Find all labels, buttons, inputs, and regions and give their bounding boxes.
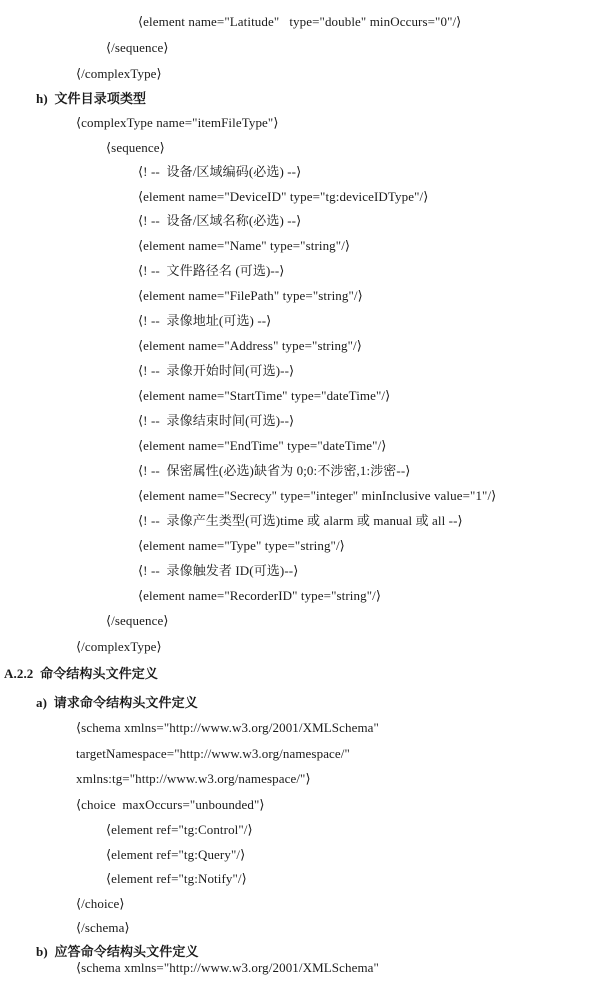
code-line: ⟨element name="Address" type="string"/⟩ [138, 338, 362, 353]
code-line: ⟨element name="Type" type="string"/⟩ [138, 538, 345, 553]
comment-line: ⟨! -- 录像结束时间(可选)--⟩ [138, 413, 295, 428]
code-line: ⟨/schema⟩ [76, 920, 130, 935]
section-heading: a) 请求命令结构头文件定义 [36, 695, 198, 710]
comment-line: ⟨! -- 录像开始时间(可选)--⟩ [138, 363, 295, 378]
code-line: targetNamespace="http://www.w3.org/namespace/" [76, 746, 350, 761]
comment-line: ⟨! -- 设备/区域名称(必选) --⟩ [138, 213, 302, 228]
code-line: ⟨schema xmlns="http://www.w3.org/2001/XMLSchema" [76, 960, 379, 975]
code-line: ⟨element name="FilePath" type="string"/⟩ [138, 288, 363, 303]
code-line: ⟨/choice⟩ [76, 896, 125, 911]
code-line: ⟨element name="EndTime" type="dateTime"/⟩ [138, 438, 387, 453]
comment-line: ⟨! -- 文件路径名 (可选)--⟩ [138, 263, 285, 278]
comment-line: ⟨! -- 设备/区域编码(必选) --⟩ [138, 164, 302, 179]
code-line: ⟨element name="Secrecy" type="integer" minInclusive value="1"/⟩ [138, 488, 497, 503]
code-line: ⟨/complexType⟩ [76, 66, 162, 81]
code-line: ⟨choice maxOccurs="unbounded"⟩ [76, 797, 265, 812]
code-line: ⟨element name="Name" type="string"/⟩ [138, 238, 351, 253]
code-line: ⟨/sequence⟩ [106, 613, 169, 628]
code-line: ⟨element ref="tg:Notify"/⟩ [106, 871, 247, 886]
code-line: ⟨element name="StartTime" type="dateTime"/⟩ [138, 388, 391, 403]
comment-line: ⟨! -- 录像地址(可选) --⟩ [138, 313, 272, 328]
code-line: ⟨element name="RecorderID" type="string"/⟩ [138, 588, 381, 603]
code-line: ⟨sequence⟩ [106, 140, 165, 155]
code-line: ⟨element name="DeviceID" type="tg:deviceIDType"/⟩ [138, 189, 429, 204]
section-heading: A.2.2 命令结构头文件定义 [4, 666, 158, 681]
code-line: ⟨complexType name="itemFileType"⟩ [76, 115, 279, 130]
comment-line: ⟨! -- 录像产生类型(可选)time 或 alarm 或 manual 或 all --⟩ [138, 513, 463, 528]
code-line: ⟨/complexType⟩ [76, 639, 162, 654]
comment-line: ⟨! -- 保密属性(必选)缺省为 0;0:不涉密,1:涉密--⟩ [138, 463, 411, 478]
section-heading: h) 文件目录项类型 [36, 91, 147, 106]
code-line: ⟨element name="Latitude" type="double" minOccurs="0"/⟩ [138, 14, 462, 29]
code-line: ⟨schema xmlns="http://www.w3.org/2001/XMLSchema" [76, 720, 379, 735]
code-line: xmlns:tg="http://www.w3.org/namespace/"⟩ [76, 771, 311, 786]
comment-line: ⟨! -- 录像触发者 ID(可选)--⟩ [138, 563, 299, 578]
section-heading: b) 应答命令结构头文件定义 [36, 944, 199, 959]
code-line: ⟨element ref="tg:Control"/⟩ [106, 822, 253, 837]
code-line: ⟨/sequence⟩ [106, 40, 169, 55]
code-line: ⟨element ref="tg:Query"/⟩ [106, 847, 246, 862]
